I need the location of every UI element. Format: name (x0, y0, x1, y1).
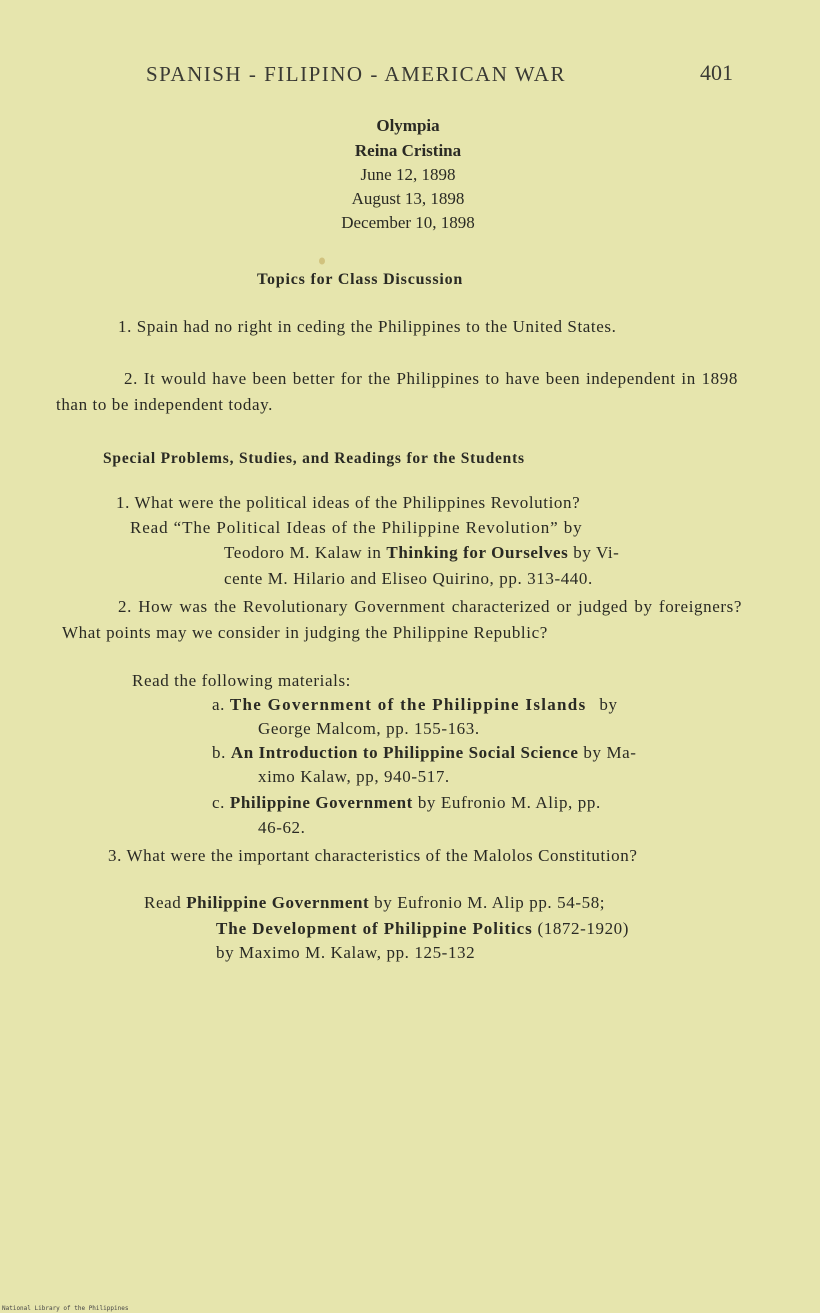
question-1-author-line (224, 543, 619, 563)
item-c-rest: 46-62. (258, 818, 306, 837)
date-august: August 13, 1898 (351, 189, 465, 208)
question-2-read-line: Read the following materials: (132, 671, 351, 690)
question-1-reading: Read “The Political Ideas of the Philippine Revolution” by (130, 518, 583, 537)
item-a-by: by (599, 695, 618, 714)
reading-item-a (212, 695, 618, 715)
question-1-last-line: cente M. Hilario and Eliseo Quirino, pp. 313-440. (224, 569, 593, 588)
topic-item-1: 1. Spain had no right in ceding the Philippines to the United States. (118, 317, 617, 336)
author-suffix: by Vi- (573, 543, 620, 562)
date-june: June 12, 1898 (360, 165, 456, 184)
question-3-last-line: by Maximo M. Kalaw, pp. 125-132 (216, 943, 476, 962)
running-title: SPANISH - FILIPINO - AMERICAN WAR (146, 62, 566, 86)
question-2-text: 2. How was the Revolutionary Government characterized or judged by foreigners? What points may we consider in judging the Philippine Republic? (62, 597, 742, 642)
item-a-label: a. (212, 695, 225, 714)
ship-olympia: Olympia (376, 116, 440, 135)
q3-title-1-rest: by Eufronio M. Alip pp. 54-58; (374, 893, 606, 912)
question-1-text: 1. What were the political ideas of the Philippines Revolution? (116, 493, 581, 512)
item-b-label: b. (212, 743, 226, 762)
reading-item-b (212, 743, 637, 763)
question-3-reading-1 (144, 893, 605, 913)
topic-item-2: 2. It would have been better for the Philippines to have been independent in 1898 than to be independent today. (56, 369, 738, 414)
item-c-title: Philippine Government (229, 793, 413, 812)
item-b-title: An Introduction to Philippine Social Science (230, 743, 579, 762)
question-3-reading-2 (216, 919, 629, 939)
library-footnote: National Library of the Philippines (2, 1305, 129, 1312)
special-problems-heading: Special Problems, Studies, and Readings for the Students (103, 450, 525, 467)
read-word: Read (144, 893, 182, 912)
topics-heading: Topics for Class Discussion (257, 271, 464, 288)
reading-item-c (212, 793, 601, 813)
date-december: December 10, 1898 (341, 213, 475, 232)
q3-title-2: The Development of Philippine Politics (216, 919, 533, 938)
item-c-label: c. (212, 793, 225, 812)
q3-title-1: Philippine Government (186, 893, 370, 912)
item-b-rest: ximo Kalaw, pp, 940-517. (258, 767, 450, 786)
ink-spot-icon (318, 252, 326, 266)
item-b-by: by Ma- (583, 743, 637, 762)
item-c-by: by Eufronio M. Alip, pp. (417, 793, 601, 812)
page-number: 401 (700, 60, 733, 85)
q3-title-2-rest: (1872-1920) (537, 919, 630, 938)
book-title: Thinking for Ourselves (386, 543, 569, 562)
question-3-text: 3. What were the important characteristics of the Malolos Constitution? (108, 846, 638, 865)
ship-reina-cristina: Reina Cristina (354, 141, 462, 160)
item-a-title: The Government of the Philippine Islands (229, 695, 587, 714)
item-a-rest: George Malcom, pp. 155-163. (258, 719, 480, 738)
author-text: Teodoro M. Kalaw in (224, 543, 382, 562)
